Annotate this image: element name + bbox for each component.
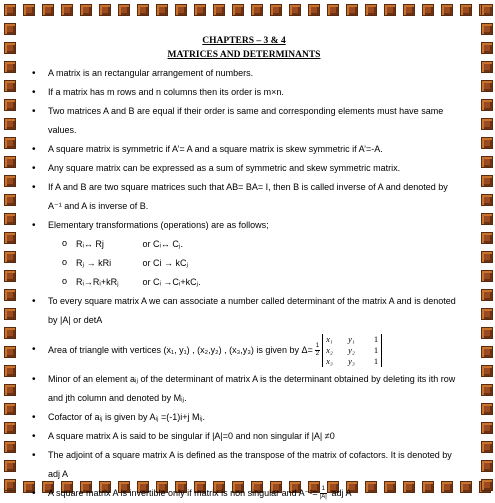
- border-brick: [481, 384, 493, 396]
- border-brick: [4, 460, 16, 472]
- border-brick: [481, 422, 493, 434]
- border-brick: [4, 270, 16, 282]
- border-brick: [4, 118, 16, 130]
- border-brick: [4, 175, 16, 187]
- list-item: • If A and B are two square matrices such that AB= BA= I, then B is called inverse of A and denoted by A⁻¹ and A is inverse of B.: [28, 178, 460, 216]
- border-brick: [481, 251, 493, 263]
- sub-item: [62, 254, 460, 273]
- border-brick: [481, 23, 493, 35]
- list-item: [28, 216, 460, 292]
- border-brick: [4, 80, 16, 92]
- list-item: • A square matrix A is said to be singular if |A|=0 and non singular if |A| ≠0: [28, 427, 460, 446]
- border-brick: [42, 4, 54, 16]
- list-item-text: Elementary transformations (operations) are as follows;: [48, 220, 269, 230]
- border-brick: [175, 4, 187, 16]
- border-brick: [327, 4, 339, 16]
- row-op: Rⱼ → kRi: [76, 258, 112, 268]
- border-brick: [481, 213, 493, 225]
- chapter-title: CHAPTERS – 3 & 4: [202, 36, 286, 46]
- border-brick: [4, 479, 16, 491]
- border-brick: [481, 42, 493, 54]
- border-brick: [4, 403, 16, 415]
- border-brick: [137, 4, 149, 16]
- border-brick: [403, 4, 415, 16]
- list-item: • Minor of an element aᵢⱼ of the determinant of matrix A is the determinant obtained by deleting its ith row and jth column and denoted by Mᵢⱼ.: [28, 370, 460, 408]
- border-brick: [4, 61, 16, 73]
- border-brick: [481, 194, 493, 206]
- border-brick: [4, 232, 16, 244]
- border-brick: [481, 175, 493, 187]
- border-brick: [4, 422, 16, 434]
- brick-border-right: [479, 0, 495, 495]
- border-brick: [23, 4, 35, 16]
- border-brick: [481, 460, 493, 472]
- border-brick: [481, 441, 493, 453]
- area-text: Area of triangle with vertices (x₁, y₁) , (x₂,y₂) , (x₃,y₃) is given by Δ=: [48, 345, 313, 355]
- border-brick: [4, 327, 16, 339]
- border-brick: [270, 4, 282, 16]
- col-op: or Ci → kCⱼ: [142, 258, 189, 268]
- border-brick: [4, 42, 16, 54]
- border-brick: [481, 289, 493, 301]
- border-brick: [481, 346, 493, 358]
- border-brick: [481, 156, 493, 168]
- border-brick: [4, 289, 16, 301]
- border-brick: [481, 118, 493, 130]
- border-brick: [481, 479, 493, 491]
- border-brick: [4, 308, 16, 320]
- border-brick: [481, 232, 493, 244]
- transformations-list: [48, 235, 460, 292]
- border-brick: [118, 4, 130, 16]
- col-op: or Cᵢ↔ Cⱼ.: [142, 239, 184, 249]
- border-brick: [308, 4, 320, 16]
- border-brick: [481, 137, 493, 149]
- border-brick: [460, 4, 472, 16]
- list-item-area: [28, 330, 460, 370]
- border-brick: [4, 365, 16, 377]
- sub-item: [62, 235, 460, 254]
- list-item: • Cofactor of aᵢⱼ is given by Aᵢⱼ =(-1)i+j Mᵢⱼ.: [28, 408, 460, 427]
- area-formula: [315, 334, 382, 367]
- border-brick: [481, 327, 493, 339]
- border-brick: [481, 365, 493, 377]
- border-brick: [481, 270, 493, 282]
- border-brick: [4, 194, 16, 206]
- vertex-determinant: x₁ y₁ 1 x₂ y₂ 1 x₃ y₃ 1: [322, 334, 382, 367]
- list-item: • The adjoint of a square matrix A is defined as the transpose of the matrix of cofactors. It is denoted by adj A: [28, 446, 460, 484]
- notes-list: [28, 64, 460, 503]
- border-brick: [289, 4, 301, 16]
- border-brick: [4, 137, 16, 149]
- section-title: MATRICES AND DETERMINANTS: [167, 50, 321, 60]
- border-brick: [213, 4, 225, 16]
- border-brick: [481, 99, 493, 111]
- border-brick: [365, 4, 377, 16]
- border-brick: [4, 384, 16, 396]
- document-body: [28, 34, 460, 503]
- border-brick: [80, 4, 92, 16]
- border-brick: [99, 4, 111, 16]
- row-op: Rᵢ↔ Rj: [76, 239, 104, 249]
- list-item: • If a matrix has m rows and n columns then its order is m×n.: [28, 83, 460, 102]
- border-brick: [481, 4, 493, 16]
- list-item: • To every square matrix A we can associate a number called determinant of the matrix A and is denoted by |A| or detA: [28, 292, 460, 330]
- list-item-inverse: • A square matrix A is invertible only if matrix is non singular and A⁻¹= $\frac{1}{|A|}$ adj A: [28, 484, 460, 503]
- border-brick: [4, 99, 16, 111]
- border-brick: [481, 61, 493, 73]
- list-item: • Two matrices A and B are equal if their order is same and corresponding elements must have same values.: [28, 102, 460, 140]
- border-brick: [194, 4, 206, 16]
- border-brick: [61, 4, 73, 16]
- border-brick: [422, 4, 434, 16]
- brick-border-top: [0, 2, 495, 20]
- border-brick: [4, 346, 16, 358]
- border-brick: [4, 213, 16, 225]
- border-brick: [4, 156, 16, 168]
- border-brick: [346, 4, 358, 16]
- border-brick: [481, 308, 493, 320]
- list-item: • A square matrix is symmetric if A’= A and a square matrix is skew symmetric if A’=-A.: [28, 140, 460, 159]
- border-brick: [156, 4, 168, 16]
- list-item: • A matrix is an rectangular arrangement of numbers.: [28, 64, 460, 83]
- row-op: Rᵢ→Rᵢ+kRⱼ: [76, 277, 119, 287]
- border-brick: [460, 481, 472, 493]
- border-brick: [4, 251, 16, 263]
- col-op: or Cᵢ →Cᵢ+kCⱼ.: [142, 277, 201, 287]
- border-brick: [251, 4, 263, 16]
- border-brick: [441, 4, 453, 16]
- border-brick: [481, 403, 493, 415]
- border-brick: [4, 441, 16, 453]
- inverse-fraction: $\frac{1}{|A|}$: [319, 486, 327, 501]
- list-item: • Any square matrix can be expressed as a sum of symmetric and skew symmetric matrix.: [28, 159, 460, 178]
- border-brick: [232, 4, 244, 16]
- brick-border-left: [2, 0, 20, 495]
- border-brick: [4, 4, 16, 16]
- sub-item: [62, 273, 460, 292]
- half-fraction: $\frac{1}{2}$: [315, 343, 320, 358]
- border-brick: [481, 80, 493, 92]
- border-brick: [4, 23, 16, 35]
- border-brick: [384, 4, 396, 16]
